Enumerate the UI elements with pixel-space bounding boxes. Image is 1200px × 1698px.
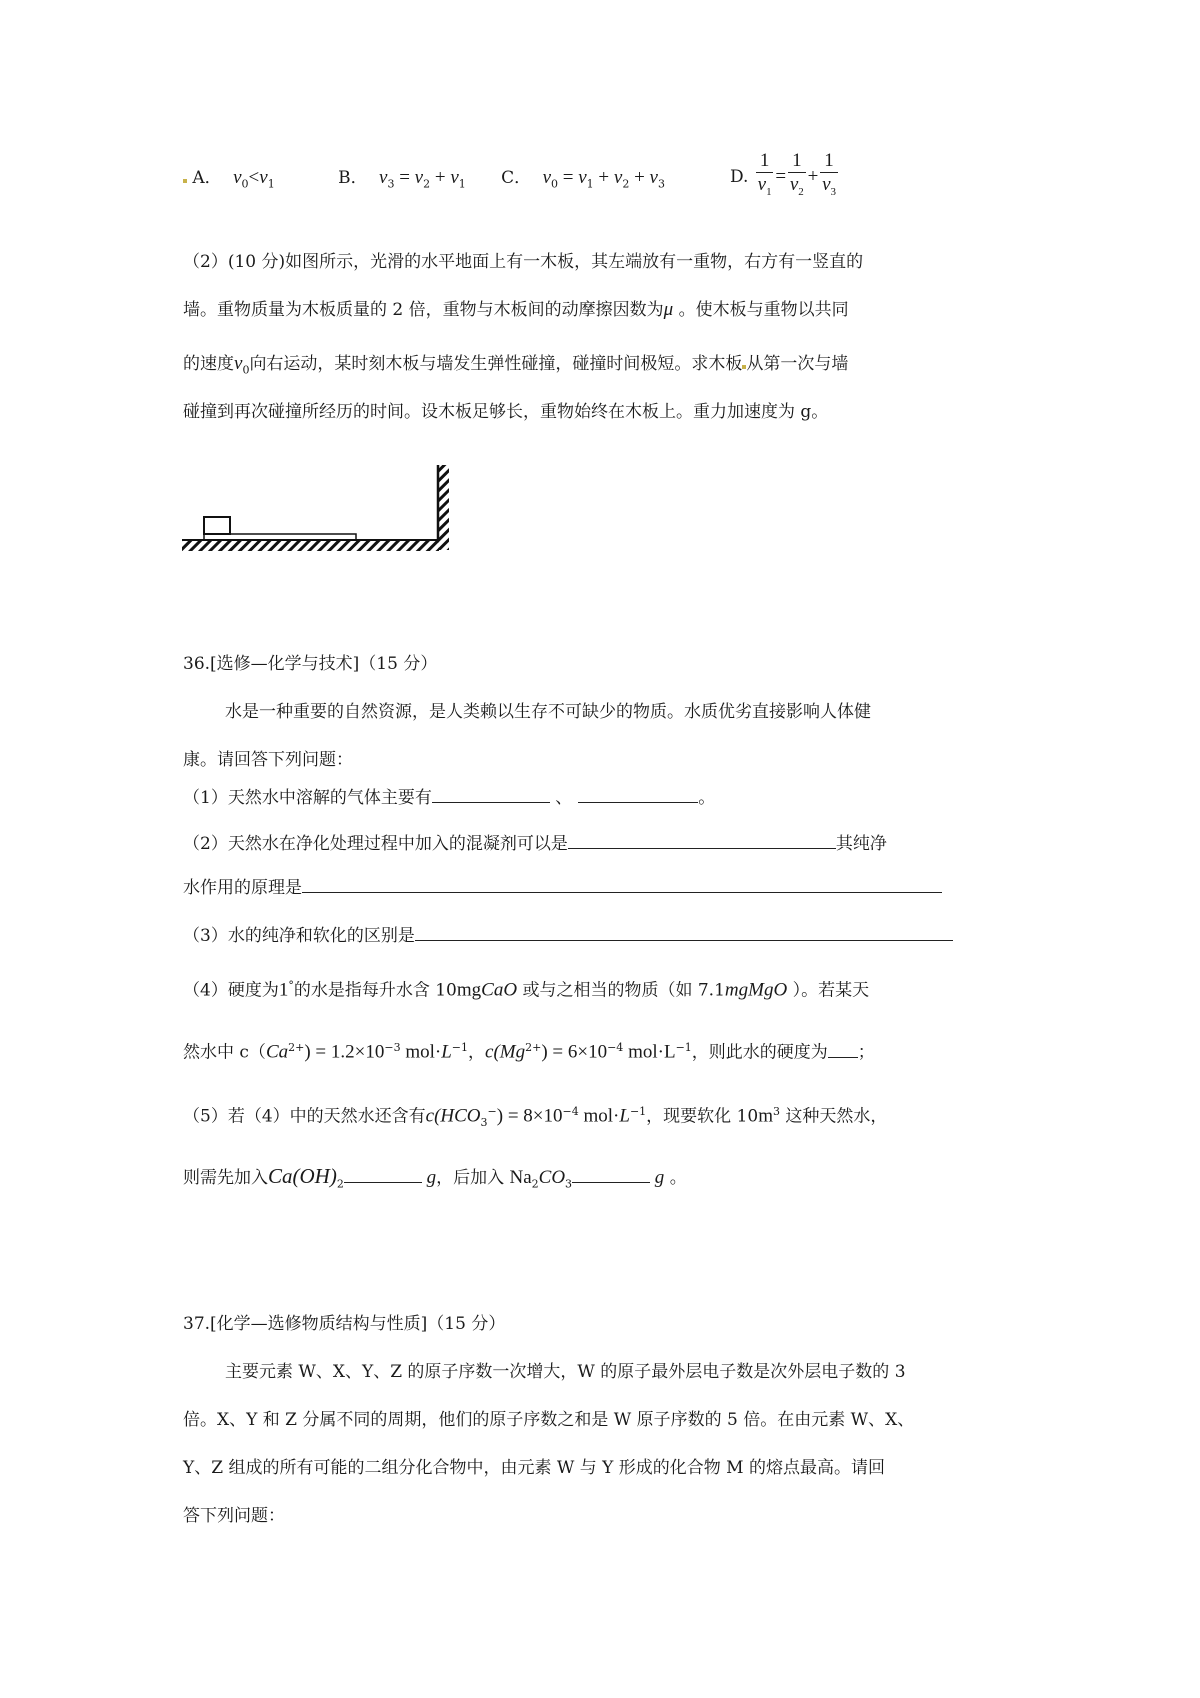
- unit-mg: mg: [456, 979, 482, 1001]
- q36-part5-line2: [183, 1164, 687, 1196]
- q37-line4: 答下列问题：: [183, 1506, 285, 1526]
- text: 向右运动，某时刻木板与墙发生弹性碰撞，碰撞时间极短。求木板: [249, 354, 743, 374]
- option-d-label: D.: [730, 166, 749, 187]
- sup: −3: [384, 1041, 401, 1054]
- sup: 3: [773, 1105, 780, 1118]
- sup: −4: [562, 1105, 579, 1118]
- denominator: [788, 173, 806, 204]
- text: 的速度: [183, 354, 234, 374]
- text: ，现要软化 10: [646, 1106, 759, 1127]
- text: 从第一次与墙: [746, 354, 849, 374]
- q37-line2: 倍。X、Y 和 Z 分属不同的周期，他们的原子序数之和是 W 原子序数的 5 倍。在由元素 W、X、: [183, 1410, 915, 1430]
- formula-co: CO: [538, 1167, 566, 1188]
- option-a: [192, 166, 274, 196]
- v: v: [414, 167, 424, 188]
- text: 或与之相当的物质（如 7.1: [517, 980, 725, 1001]
- sup: −4: [607, 1041, 624, 1054]
- option-b-label: B．: [338, 168, 368, 188]
- option-a-label: A．: [192, 168, 222, 188]
- text: 。使木板与重物以共同: [673, 300, 849, 320]
- q35-options-row: [183, 166, 695, 196]
- answer-blank-5a[interactable]: [344, 1164, 422, 1183]
- formula-caoh2: Ca(OH): [268, 1164, 337, 1188]
- text: 、: [549, 788, 573, 808]
- text: （4）硬度为: [183, 980, 279, 1001]
- lt: <: [248, 167, 260, 188]
- fraction: [820, 150, 838, 204]
- q35-part2-line3: [183, 352, 848, 382]
- text: ）。若某天: [787, 980, 870, 1001]
- option-c-label: C．: [501, 168, 532, 188]
- answer-blank-1a[interactable]: [432, 784, 550, 803]
- v: v: [379, 167, 388, 188]
- eq: =: [775, 165, 787, 187]
- text: ，则此水的硬度为: [691, 1042, 828, 1063]
- eq: =: [558, 167, 579, 188]
- numerator: 1: [756, 150, 774, 173]
- sub: 2: [336, 1177, 344, 1191]
- ion-mg: Mg: [499, 1041, 526, 1063]
- q37-line3: Y、Z 组成的所有可能的二组分化合物中，由元素 W 与 Y 形成的化合物 M 的熔点最高。请回: [183, 1458, 885, 1478]
- q35-part2-line2: [183, 298, 849, 322]
- v: v: [578, 167, 587, 188]
- board-wall-diagram: [180, 460, 460, 560]
- q35-part2-line4: 碰撞到再次碰撞所经历的时间。设木板足够长，重物始终在木板上。重力加速度为 g。: [183, 402, 829, 422]
- text: （5）若（4）中的天然水还含有: [183, 1106, 426, 1127]
- text: ，: [468, 1042, 486, 1063]
- answer-blank-3[interactable]: [415, 922, 953, 941]
- option-d: [730, 150, 840, 204]
- sub: 0: [242, 363, 250, 377]
- formula-cao: CaO: [481, 979, 518, 1001]
- text: 墙。重物质量为木板质量的 2 倍，重物与木板间的动摩擦因数为: [183, 300, 664, 320]
- text: 则需先加入: [183, 1168, 268, 1188]
- sub: 3: [387, 177, 395, 191]
- denominator: [756, 173, 774, 204]
- v: v: [757, 174, 767, 195]
- sub: 2: [798, 185, 804, 198]
- sub: 3: [480, 1116, 488, 1130]
- edit-marker-icon: [183, 179, 187, 183]
- sub: 1: [586, 177, 594, 191]
- unit-g: g: [650, 1167, 665, 1188]
- q36-part3: [183, 922, 953, 948]
- unit-L: L: [619, 1105, 630, 1127]
- q37-line1: 主要元素 W、X、Y、Z 的原子序数一次增大，W 的原子最外层电子数是次外层电子数的 3: [225, 1362, 906, 1382]
- sub: 1: [458, 177, 466, 191]
- q36-part1: [183, 784, 715, 810]
- unit-L: L: [441, 1041, 452, 1063]
- ca-value: ) = 1.2×10: [304, 1041, 385, 1063]
- eq: =: [394, 167, 415, 188]
- sub: 3: [830, 185, 836, 198]
- answer-blank-4[interactable]: [828, 1039, 858, 1058]
- text: 然水中 c（: [183, 1042, 266, 1063]
- q36-part4-line2: [183, 1036, 875, 1065]
- numerator: 1: [788, 150, 806, 173]
- sub: 2: [622, 177, 630, 191]
- sub: 0: [551, 177, 559, 191]
- weight-block: [204, 517, 230, 534]
- wall-hatch: [438, 465, 449, 550]
- answer-blank-2a[interactable]: [568, 830, 836, 849]
- q36-part4-line1: [183, 974, 869, 1003]
- degree-sign: °: [288, 979, 294, 992]
- ion-ca: Ca: [265, 1041, 289, 1063]
- fraction: [788, 150, 806, 204]
- text: 。: [664, 1168, 687, 1188]
- q36-part5-line1: [183, 1100, 887, 1135]
- q36-part2-cont: [183, 874, 942, 900]
- sub: 1: [766, 185, 772, 198]
- v: v: [789, 174, 799, 195]
- v: v: [613, 167, 623, 188]
- sup: −1: [451, 1041, 469, 1054]
- plus: +: [593, 167, 614, 188]
- sub: 0: [241, 177, 249, 191]
- text: （3）水的纯净和软化的区别是: [183, 926, 415, 946]
- c: c(: [485, 1041, 500, 1063]
- sub: 1: [267, 177, 275, 191]
- unit: mol·: [400, 1041, 442, 1063]
- text: 水作用的原理是: [183, 878, 302, 898]
- v: v: [649, 167, 658, 188]
- formula-mgo: mgMgO: [724, 979, 788, 1001]
- fraction: [756, 150, 774, 204]
- option-b: [338, 166, 466, 196]
- sub: 3: [657, 177, 665, 191]
- text: 其纯净: [835, 834, 887, 854]
- text: 。: [698, 788, 716, 808]
- denominator: [820, 173, 838, 204]
- degree-value: 1: [278, 979, 289, 1001]
- sup: −1: [675, 1041, 692, 1054]
- unit: mol·: [578, 1105, 620, 1127]
- text: （2）天然水在净化处理过程中加入的混凝剂可以是: [183, 834, 568, 854]
- unit-g: g: [421, 1167, 437, 1188]
- sub: 2: [531, 1177, 539, 1191]
- answer-blank-2b[interactable]: [302, 874, 942, 893]
- plus: +: [430, 167, 451, 188]
- text: 的水是指每升水含 10: [293, 980, 457, 1001]
- q36-title: 36.[选修—化学与技术]（15 分）: [183, 654, 438, 674]
- option-a-v0: v: [233, 167, 242, 188]
- answer-blank-5b[interactable]: [572, 1164, 650, 1183]
- unit-m: m: [758, 1105, 773, 1127]
- v: v: [822, 174, 831, 195]
- q36-intro-line1: 水是一种重要的自然资源，是人类赖以生存不可缺少的物质。水质优劣直接影响人体健: [225, 702, 871, 722]
- plus: +: [807, 165, 819, 187]
- option-c: [501, 166, 665, 196]
- answer-blank-1b[interactable]: [578, 784, 698, 803]
- unit: mol·L: [623, 1041, 676, 1063]
- text: 这种天然水，: [780, 1106, 888, 1127]
- q35-part2-line1: （2）(10 分)如图所示，光滑的水平地面上有一木板，其左端放有一重物，右方有一竖直的: [183, 252, 864, 272]
- v0: v: [234, 353, 243, 374]
- sup: 2+: [525, 1041, 542, 1054]
- text: ；: [857, 1042, 875, 1063]
- hco3-value: ) = 8×10: [496, 1105, 563, 1127]
- text: ，后加入: [436, 1168, 510, 1188]
- ground-hatch: [182, 541, 439, 551]
- sup: 2+: [288, 1041, 305, 1054]
- sub: 2: [423, 177, 431, 191]
- sup: −: [487, 1105, 497, 1118]
- sup: −1: [629, 1105, 647, 1118]
- formula-na: Na: [509, 1167, 532, 1188]
- q36-part2: [183, 830, 887, 856]
- mg-value: ) = 6×10: [541, 1041, 608, 1063]
- v: v: [450, 167, 459, 188]
- text: （1）天然水中溶解的气体主要有: [183, 788, 432, 808]
- q36-intro-line2: 康。请回答下列问题：: [183, 750, 353, 770]
- q37-title: 37.[化学—选修物质结构与性质]（15 分）: [183, 1314, 506, 1334]
- plus: +: [629, 167, 650, 188]
- v: v: [542, 167, 552, 188]
- mu-symbol: μ: [663, 299, 674, 320]
- option-a-v1: v: [259, 167, 268, 188]
- numerator: 1: [820, 150, 838, 173]
- sub: 3: [565, 1177, 573, 1191]
- ion-hco3: HCO: [440, 1105, 481, 1127]
- c: c(: [425, 1105, 441, 1127]
